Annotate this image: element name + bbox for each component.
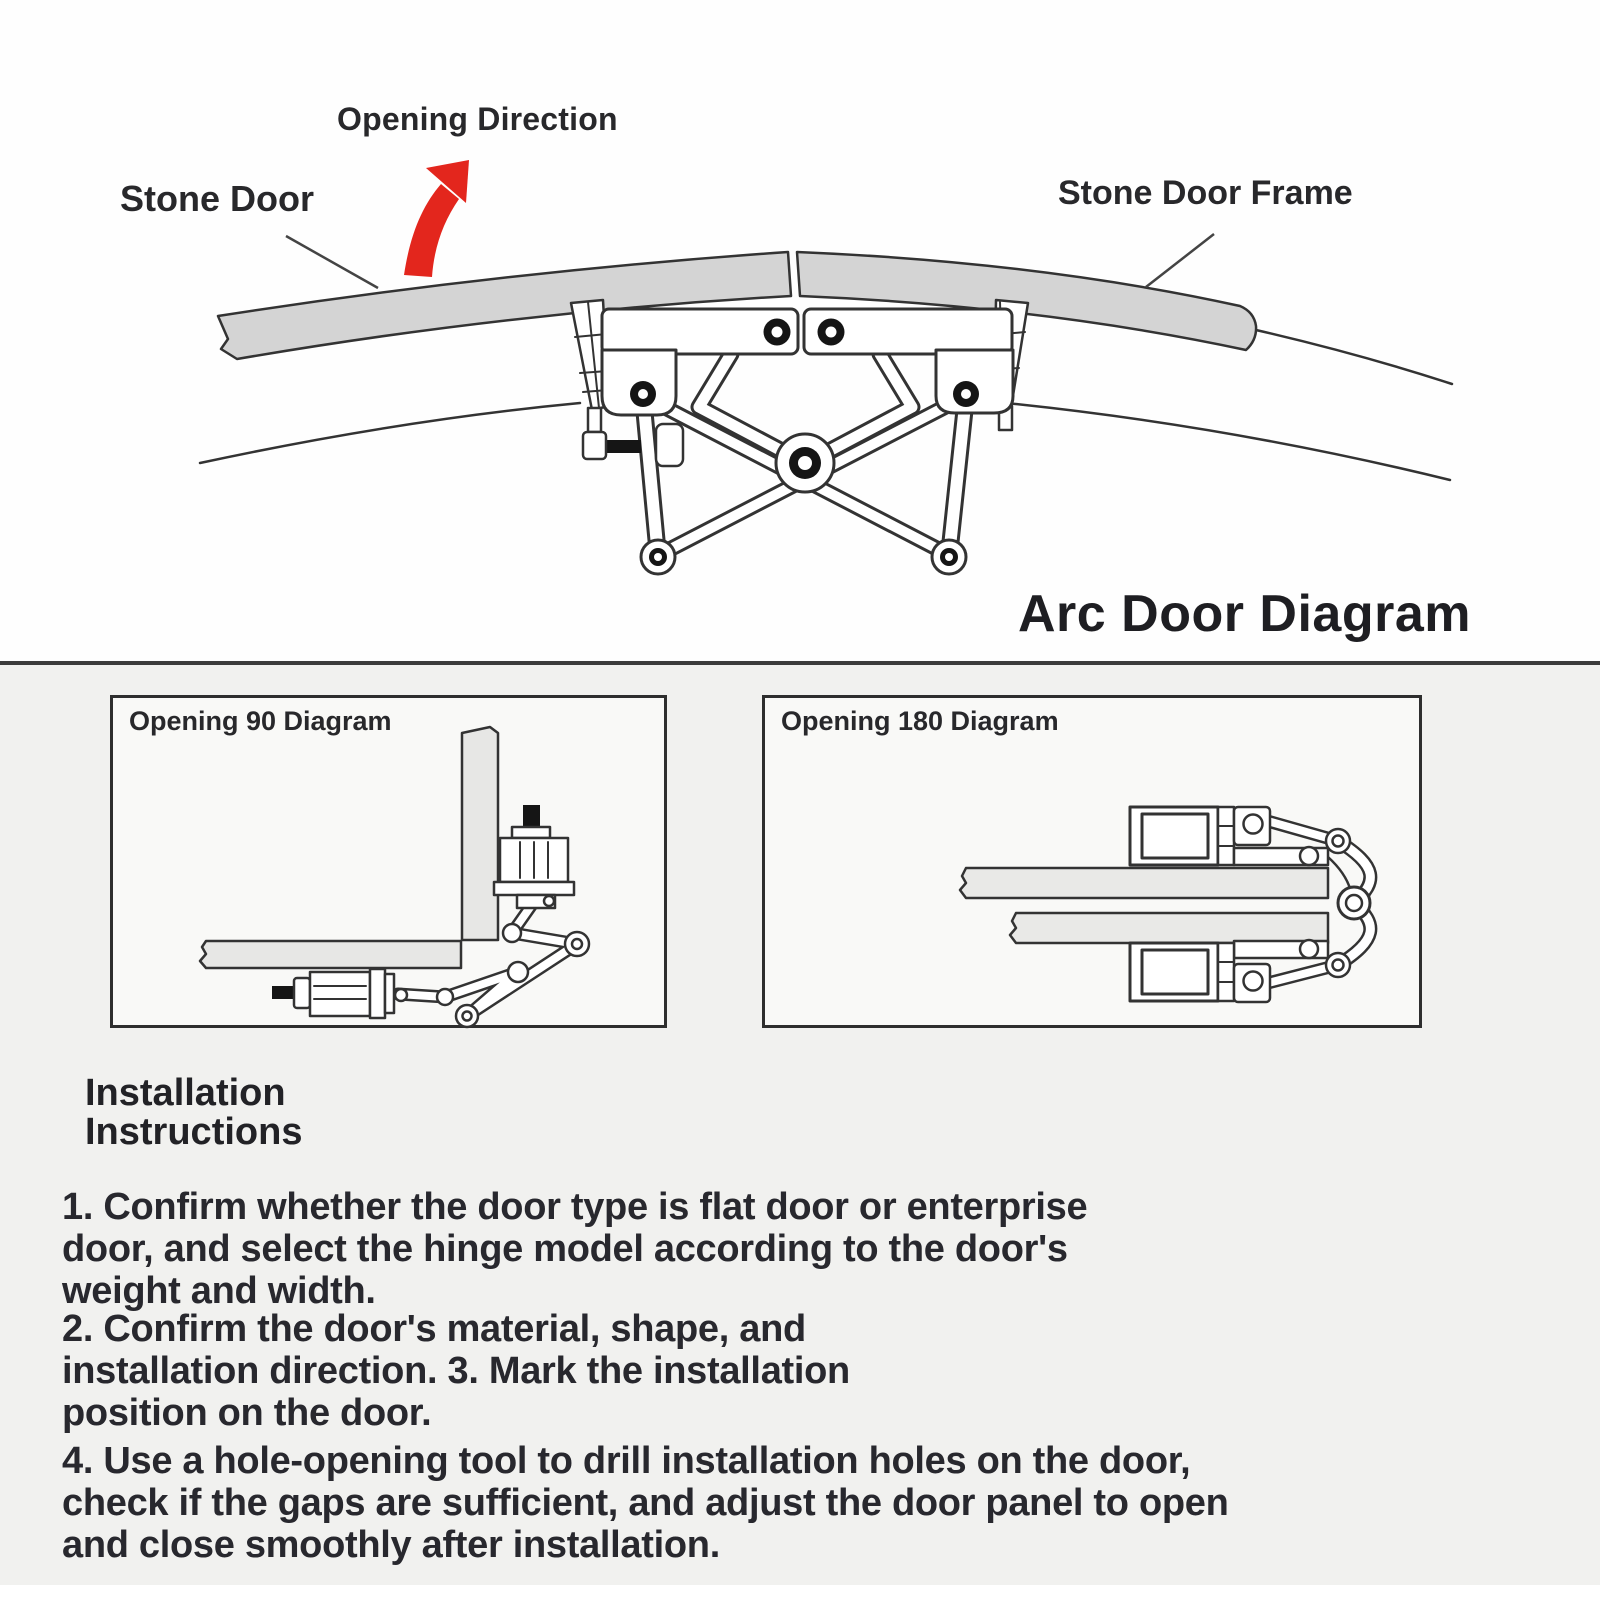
instruction-line: 1. Confirm whether the door type is flat door or enterprise <box>62 1186 1088 1228</box>
instruction-line: door, and select the hinge model according to the door's <box>62 1228 1068 1270</box>
instruction-line: position on the door. <box>62 1392 432 1434</box>
instruction-line: check if the gaps are sufficient, and adjust the door panel to open <box>62 1482 1229 1524</box>
opening-180-diagram-label: Opening 180 Diagram <box>781 706 1059 736</box>
arc-door-diagram-title: Arc Door Diagram <box>1018 585 1471 643</box>
heading-line: Installation <box>85 1072 286 1114</box>
instruction-line: weight and width. <box>62 1270 376 1312</box>
stone-door-label: Stone Door <box>120 178 314 219</box>
instruction-line: and close smoothly after installation. <box>62 1524 720 1566</box>
heading-line: Instructions <box>85 1111 303 1153</box>
section-divider <box>0 661 1600 665</box>
instruction-steps-2-3 <box>62 1308 850 1434</box>
arc-door-diagram-section <box>0 0 1600 664</box>
installation-instructions-heading <box>85 1074 302 1152</box>
instruction-step-4 <box>62 1440 1229 1566</box>
opening-180-diagram-box <box>762 695 1422 1028</box>
instruction-line: installation direction. 3. Mark the installation <box>62 1350 850 1392</box>
opening-90-diagram-label: Opening 90 Diagram <box>129 706 392 736</box>
instruction-line: 4. Use a hole-opening tool to drill installation holes on the door, <box>62 1440 1191 1482</box>
instruction-line: 2. Confirm the door's material, shape, and <box>62 1308 806 1350</box>
bottom-margin <box>0 1585 1600 1600</box>
opening-90-diagram-box <box>110 695 667 1028</box>
instruction-step-1 <box>62 1186 1087 1312</box>
stone-door-frame-label: Stone Door Frame <box>1058 174 1353 212</box>
opening-direction-label: Opening Direction <box>337 101 618 137</box>
